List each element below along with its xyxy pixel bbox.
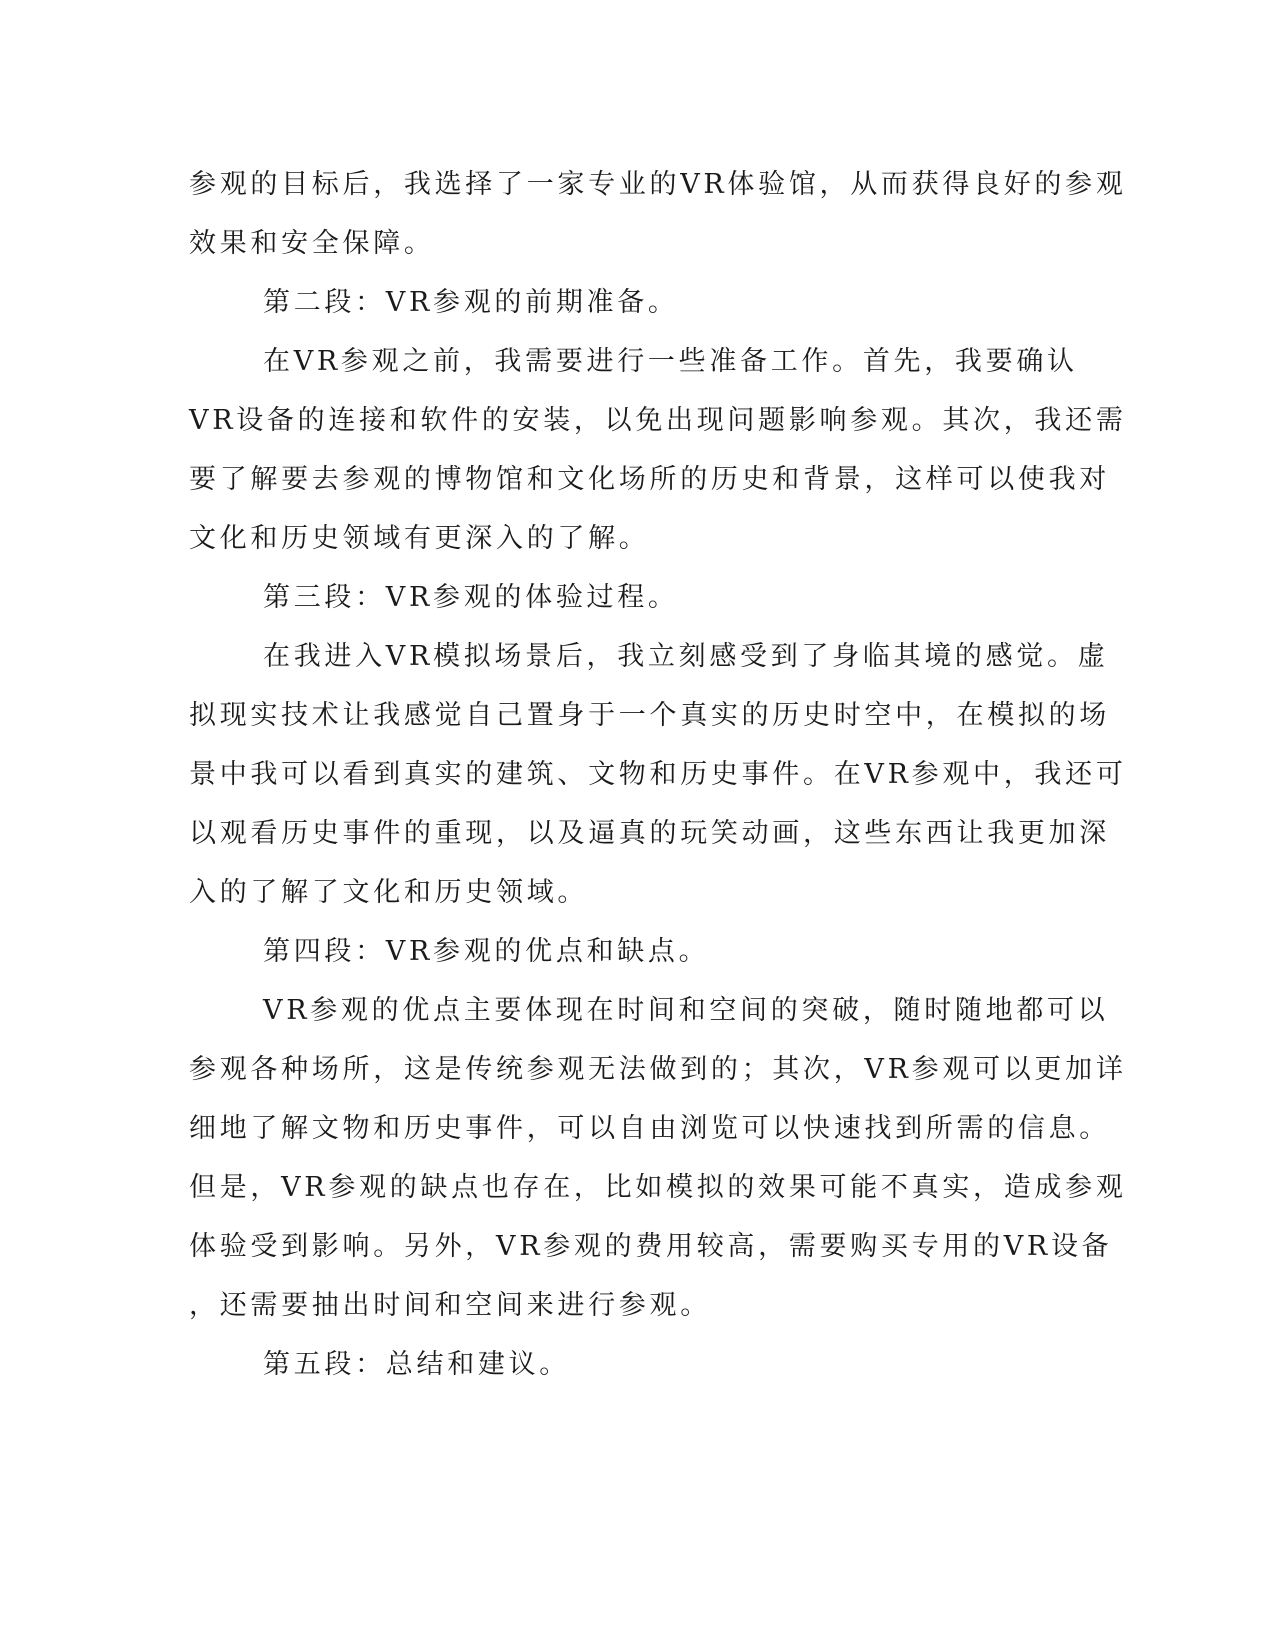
text-line: ，还需要抽出时间和空间来进行参观。 — [189, 1290, 711, 1321]
text-line: 以观看历史事件的重现，以及逼真的玩笑动画，这些东西让我更加深 — [189, 818, 1110, 849]
text-line: 细地了解文物和历史事件，可以自由浏览可以快速找到所需的信息。 — [189, 1113, 1110, 1144]
text-line: 景中我可以看到真实的建筑、文物和历史事件。在VR参观中，我还可 — [189, 759, 1127, 790]
text-line: 效果和安全保障。 — [189, 228, 435, 259]
text-line: 在VR参观之前，我需要进行一些准备工作。首先，我要确认 — [263, 346, 1078, 377]
text-line: 参观的目标后，我选择了一家专业的VR体验馆，从而获得良好的参观 — [189, 169, 1127, 200]
section-heading: 第四段：VR参观的优点和缺点。 — [263, 936, 710, 967]
text-line: 要了解要去参观的博物馆和文化场所的历史和背景，这样可以使我对 — [189, 464, 1110, 495]
text-line: 入的了解了文化和历史领域。 — [189, 877, 589, 908]
text-line: 在我进入VR模拟场景后，我立刻感受到了身临其境的感觉。虚 — [263, 641, 1109, 672]
text-line: 体验受到影响。另外，VR参观的费用较高，需要购买专用的VR设备 — [189, 1231, 1113, 1262]
section-heading: 第五段：总结和建议。 — [263, 1349, 570, 1380]
section-heading: 第三段：VR参观的体验过程。 — [263, 582, 679, 613]
text-line: 参观各种场所，这是传统参观无法做到的；其次，VR参观可以更加详 — [189, 1054, 1127, 1085]
text-line: 但是，VR参观的缺点也存在，比如模拟的效果可能不真实，造成参观 — [189, 1172, 1127, 1203]
section-heading: 第二段：VR参观的前期准备。 — [263, 287, 679, 318]
text-line: VR设备的连接和软件的安装，以免出现问题影响参观。其次，我还需 — [189, 405, 1127, 436]
text-line: VR参观的优点主要体现在时间和空间的突破，随时随地都可以 — [263, 995, 1109, 1026]
text-line: 拟现实技术让我感觉自己置身于一个真实的历史时空中，在模拟的场 — [189, 700, 1110, 731]
text-line: 文化和历史领域有更深入的了解。 — [189, 523, 650, 554]
